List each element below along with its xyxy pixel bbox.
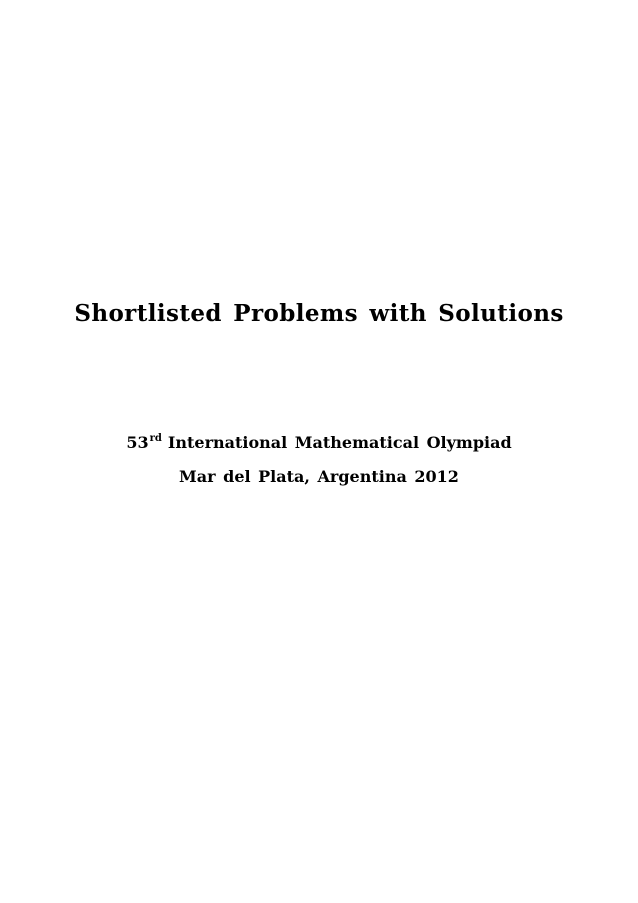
olympiad-line [0,433,638,452]
olympiad-number: 53 [126,433,149,452]
location-year: Mar del Plata, Argentina 2012 [179,467,459,486]
olympiad-name: International Mathematical Olympiad [167,433,512,452]
olympiad-ordinal-suffix: rd [149,433,162,444]
document-title: Shortlisted Problems with Solutions [74,300,564,327]
